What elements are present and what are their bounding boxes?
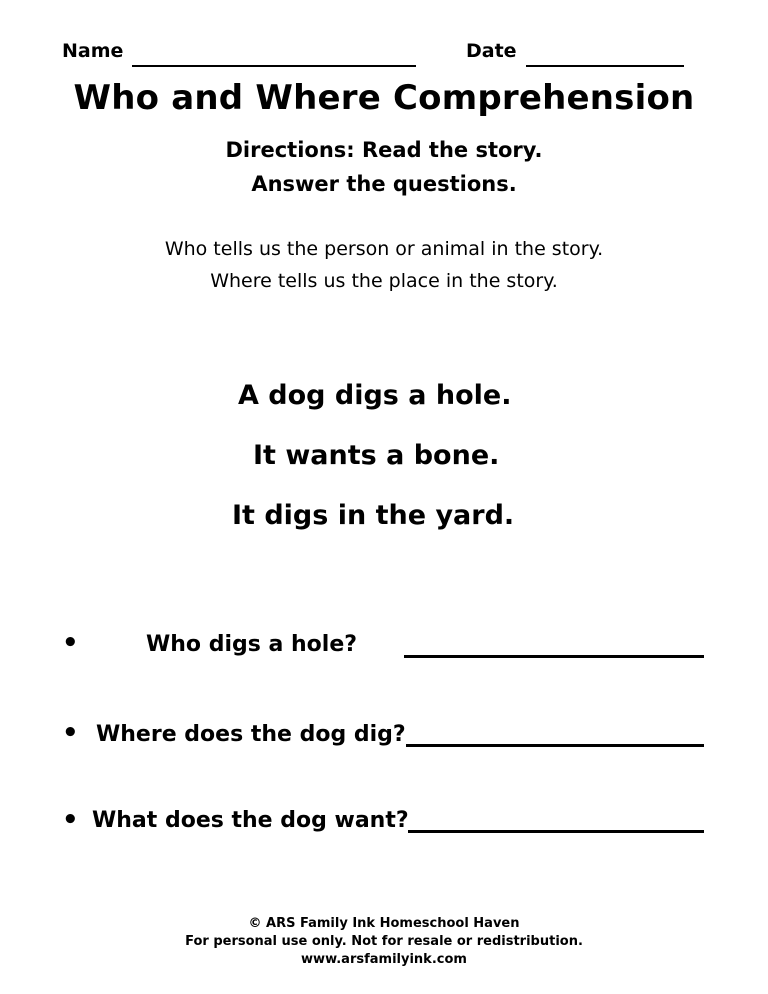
bullet-icon: • bbox=[62, 718, 79, 748]
story-sentence-3: It digs in the yard. bbox=[232, 500, 515, 531]
question-text: Who digs a hole? bbox=[146, 632, 357, 657]
story-sentence-1: A dog digs a hole. bbox=[238, 380, 512, 411]
name-label: Name bbox=[62, 40, 124, 62]
question-text: Where does the dog dig? bbox=[96, 722, 406, 747]
footer-website: www.arsfamilyink.com bbox=[301, 952, 467, 967]
directions-line-1: Directions: Read the story. bbox=[225, 138, 543, 162]
definition-who: Who tells us the person or animal in the story. bbox=[164, 238, 604, 260]
header-row bbox=[0, 36, 768, 70]
bullet-icon: • bbox=[62, 805, 79, 835]
answer-line[interactable] bbox=[406, 744, 704, 747]
answer-line[interactable] bbox=[408, 830, 704, 833]
question-text: What does the dog want? bbox=[92, 808, 409, 833]
definition-where: Where tells us the place in the story. bbox=[210, 270, 558, 292]
bullet-icon: • bbox=[62, 628, 79, 658]
name-answer-line[interactable] bbox=[132, 65, 416, 67]
story-sentence-2: It wants a bone. bbox=[253, 440, 500, 471]
footer-copyright: © ARS Family Ink Homeschool Haven bbox=[248, 916, 520, 931]
date-answer-line[interactable] bbox=[526, 65, 684, 67]
date-label: Date bbox=[466, 40, 517, 62]
footer-usage-note: For personal use only. Not for resale or redistribution. bbox=[185, 934, 583, 949]
worksheet-title: Who and Where Comprehension bbox=[73, 78, 695, 118]
answer-line[interactable] bbox=[404, 655, 704, 658]
directions-line-2: Answer the questions. bbox=[251, 172, 517, 196]
